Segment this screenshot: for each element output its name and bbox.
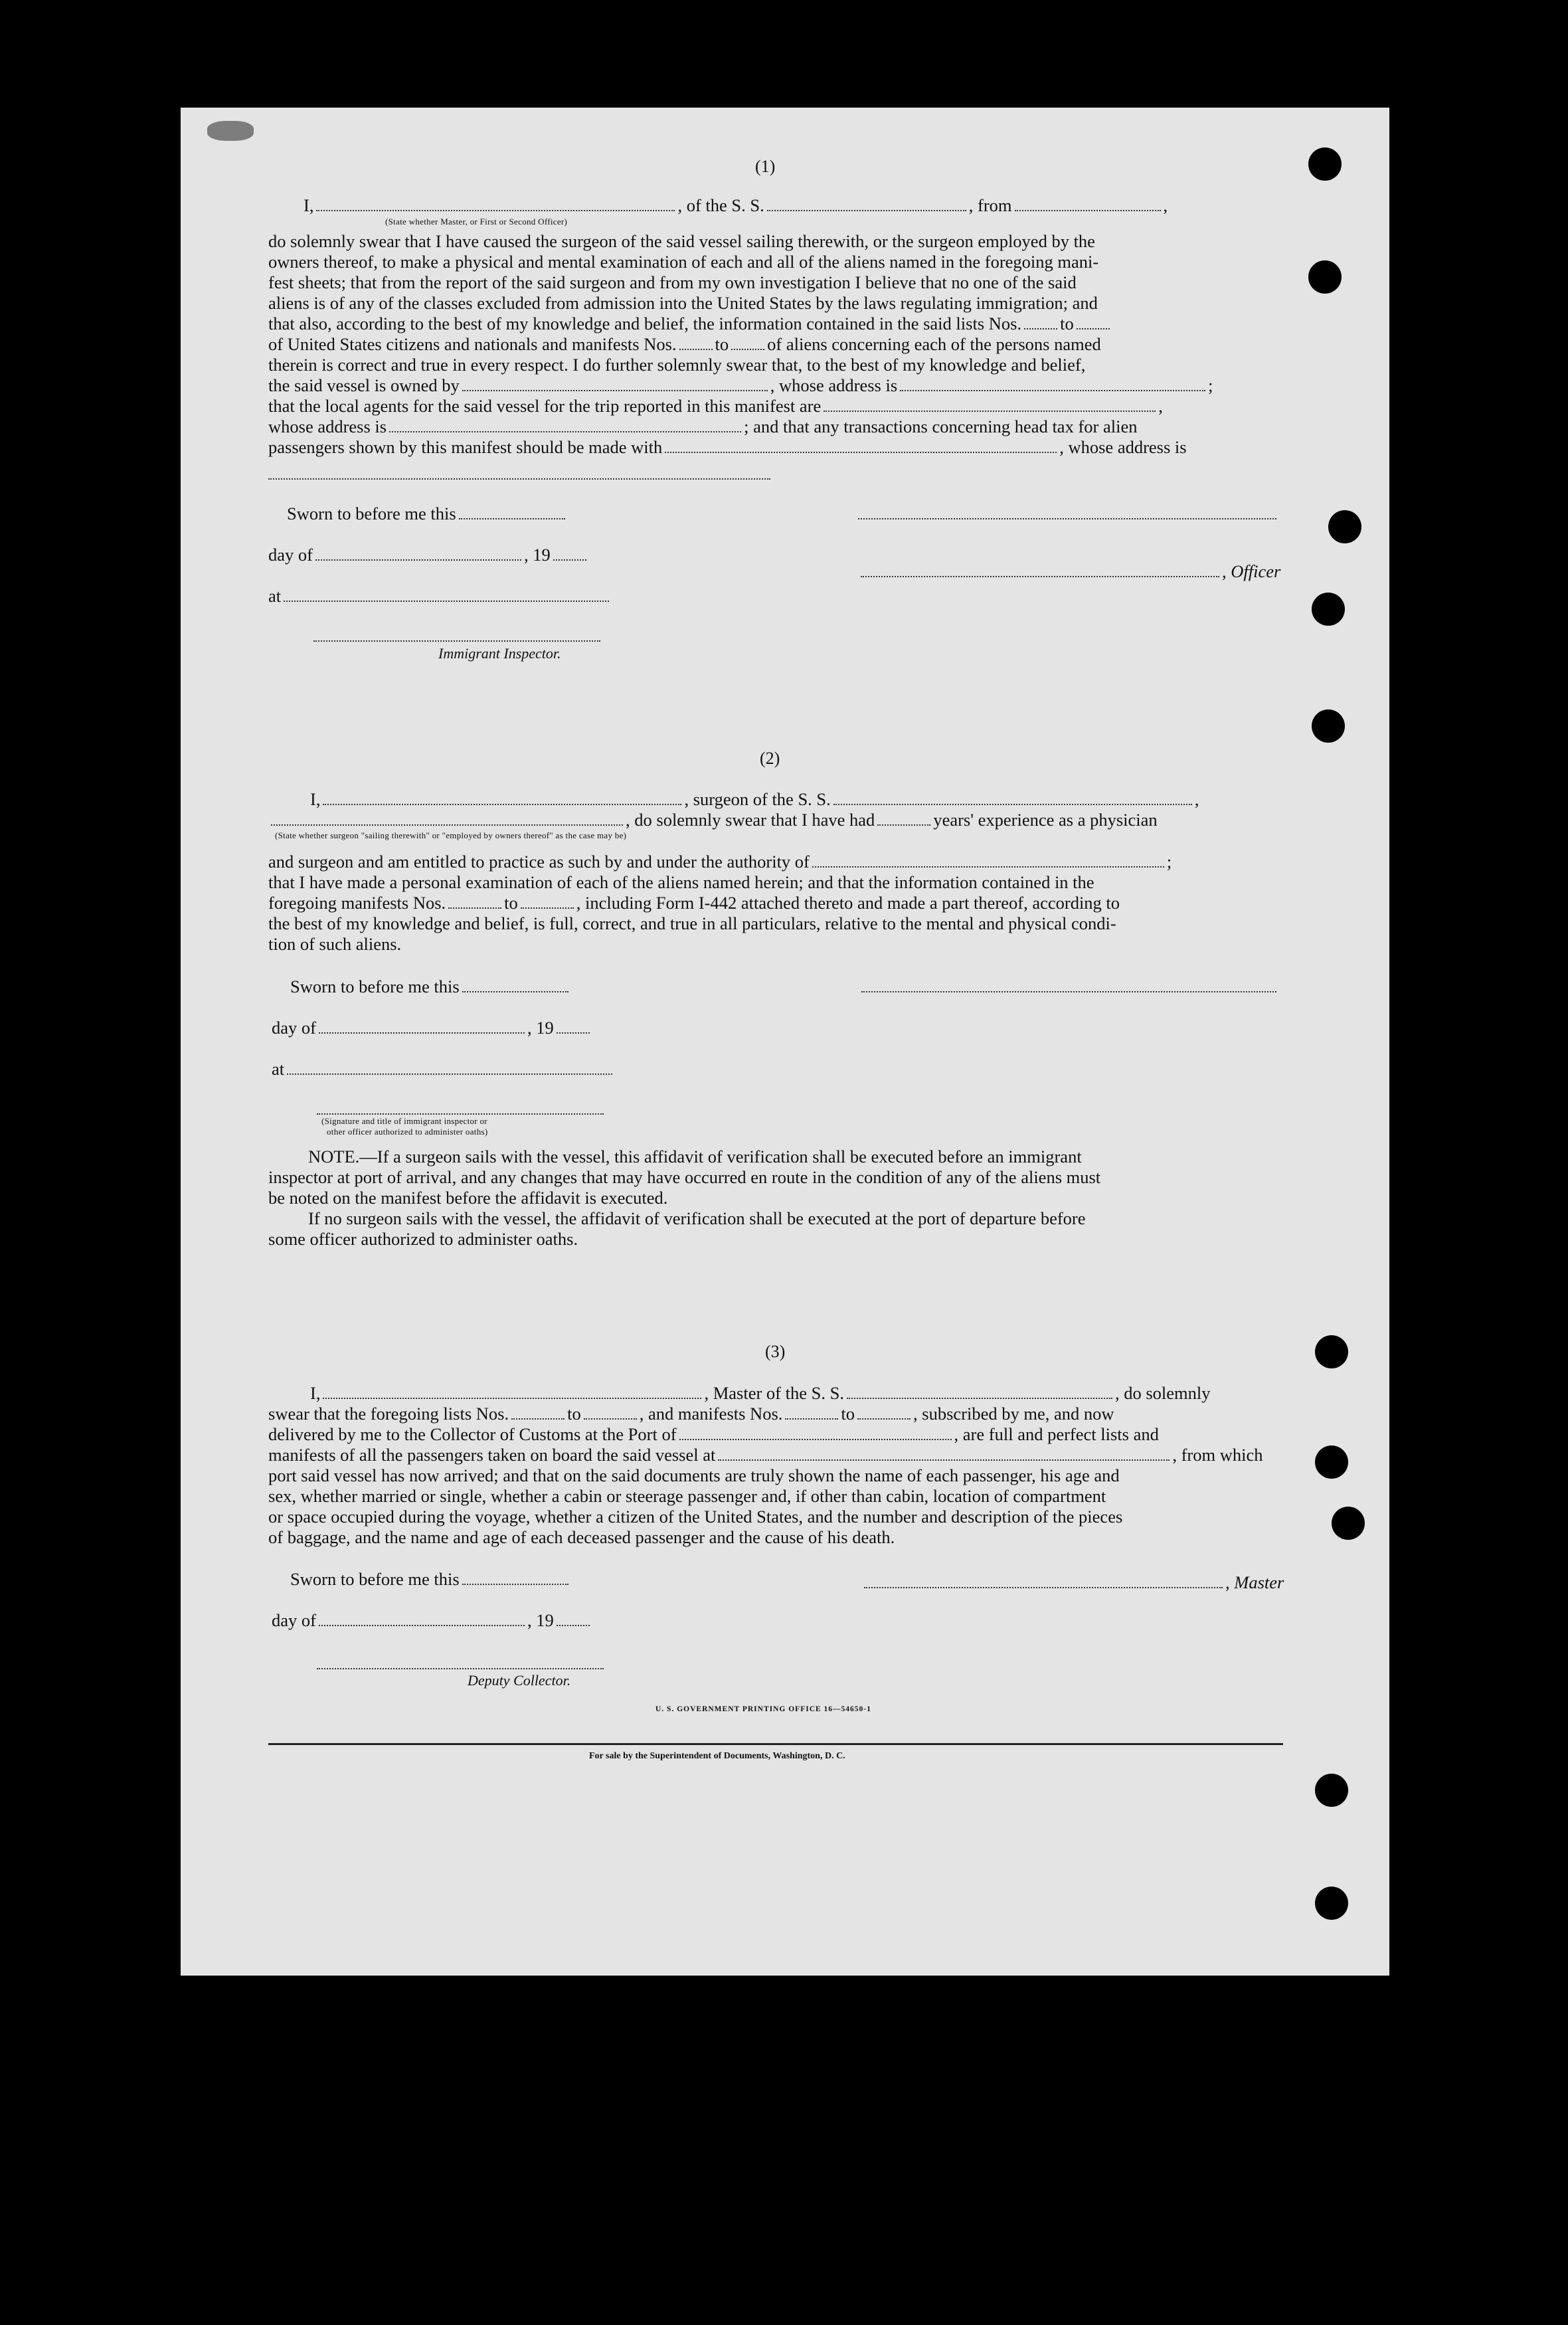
punch-hole: [1315, 1774, 1348, 1807]
section-2-line-1: I, , surgeon of the S. S. ,: [310, 789, 1199, 809]
section-1-paragraph: do solemnly swear that I have caused the surgeon of the said vessel sailing therewith, or the surgeon employed by the owners thereof, to make a physical and mental examination of each and all of the aliens named in the foregoing mani- fest sheets; that from the report of the said surgeon and from my own investigation I believe that no one of the said aliens is of any of the classes excluded from admission into the United States by the laws regulating immigration; and that also, according to the best of my knowledge and belief, the information contained in the said lists Nos. to of United States citizens and nationals and manifests Nos. to of aliens concerning each of the persons named therein is correct and true in every respect. I do further solemnly swear that, to the best of my knowledge and belief, the said vessel is owned by , whose address is ; that the local agents for the said vessel for the trip reported in this manifest are , whose address is ; and that any transactions concerning head tax for alien passengers shown by this manifest should be made with , whose address is: [268, 231, 1213, 457]
section-1-address-line: [268, 478, 770, 480]
punch-hole: [1315, 1335, 1348, 1368]
section-1-officer: , Officer: [858, 561, 1280, 582]
section-2-sworn: Sworn to before me this: [290, 976, 571, 997]
section-3-day-of: day of , 19: [272, 1610, 592, 1631]
scan-smudge: [207, 121, 254, 141]
punch-hole: [1328, 510, 1361, 543]
section-3-line-1: I, , Master of the S. S. , do solemnly: [310, 1383, 1211, 1403]
section-2-number: (2): [760, 749, 780, 768]
section-2-note: NOTE.—If a surgeon sails with the vessel, this affidavit of verification shall be executed before an immigrant inspector at port of arrival, and any changes that may have occurred en route in the condition of any of the aliens must be noted on the manifest before the affidavit is executed. If no surgeon sails with the vessel, the affidavit of verification shall be executed at the port of departure before some officer authorized to administer oaths.: [268, 1147, 1101, 1249]
footer-rule: [268, 1743, 1283, 1745]
section-2-at: at: [272, 1059, 615, 1079]
section-2-paragraph: and surgeon and am entitled to practice as such by and under the authority of ; that I have made a personal examination of each of the aliens named herein; and that the information contained in the foregoing manifests Nos. to , including Form I-442 attached thereto and made a part thereof, according to the best of my knowledge and belief, is full, correct, and true in all particulars, relative to the mental and physical condi- tion of such aliens.: [268, 852, 1172, 954]
section-1-sworn: Sworn to before me this: [287, 504, 568, 524]
section-2-sig-caption-1: (Signature and title of immigrant inspector or: [321, 1116, 487, 1126]
punch-hole: [1308, 260, 1342, 294]
section-2-surgeon-subscript: (State whether surgeon "sailing therewith" or "employed by owners thereof" as the case may be): [275, 830, 627, 840]
section-1-inspector-line: [313, 640, 600, 642]
punch-hole: [1315, 1887, 1348, 1920]
section-3-number: (3): [765, 1342, 786, 1361]
section-3-collector-label: Deputy Collector.: [468, 1672, 571, 1689]
section-1-at: at: [268, 586, 612, 606]
section-2-signature-inspector-line: [317, 1113, 604, 1115]
section-3-paragraph: swear that the foregoing lists Nos. to , and manifests Nos. to , subscribed by me, and now delivered by me to the Collector of Customs at the Port of , are full and perfect lists and manifests of all the passengers taken on board the said vessel at , from which port said vessel has now arrived; and that on the said documents are truly shown the name of each passenger, his age and sex, whether married or single, whether a cabin or steerage passenger and, if other than cabin, location of compartment or space occupied during the voyage, whether a citizen of the United States, and the number and description of the pieces of baggage, and the name and age of each deceased passenger and the cause of his death.: [268, 1404, 1263, 1547]
section-3-master: , Master: [861, 1572, 1284, 1593]
section-1-signature-line: [858, 518, 1276, 519]
punch-hole: [1315, 1445, 1348, 1479]
punch-hole: [1312, 593, 1345, 626]
section-1-line-1: I, , of the S. S. , from ,: [304, 195, 1168, 215]
punch-hole: [1308, 147, 1342, 181]
punch-hole: [1332, 1507, 1365, 1540]
section-2-line-2: , do solemnly swear that I have had years' experience as a physician: [268, 810, 1283, 830]
section-2-sig-caption-2: other officer authorized to administer oaths): [327, 1127, 488, 1137]
section-1-inspector-label: Immigrant Inspector.: [438, 645, 561, 662]
section-2-day-of: day of , 19: [272, 1018, 592, 1038]
manifest-page: [181, 108, 1389, 1976]
section-3-collector-line: [317, 1668, 604, 1669]
gpo-imprint: U. S. GOVERNMENT PRINTING OFFICE 16—54650-1: [655, 1705, 871, 1713]
section-3-sworn: Sworn to before me this: [290, 1569, 571, 1590]
punch-hole: [1312, 709, 1345, 743]
section-1-officer-subscript: (State whether Master, or First or Second Officer): [385, 217, 568, 227]
sale-notice: For sale by the Superintendent of Documents, Washington, D. C.: [589, 1751, 845, 1761]
section-1-number: (1): [755, 157, 776, 176]
section-1-day-of: day of , 19: [268, 545, 589, 565]
section-2-signature-line: [861, 991, 1276, 992]
